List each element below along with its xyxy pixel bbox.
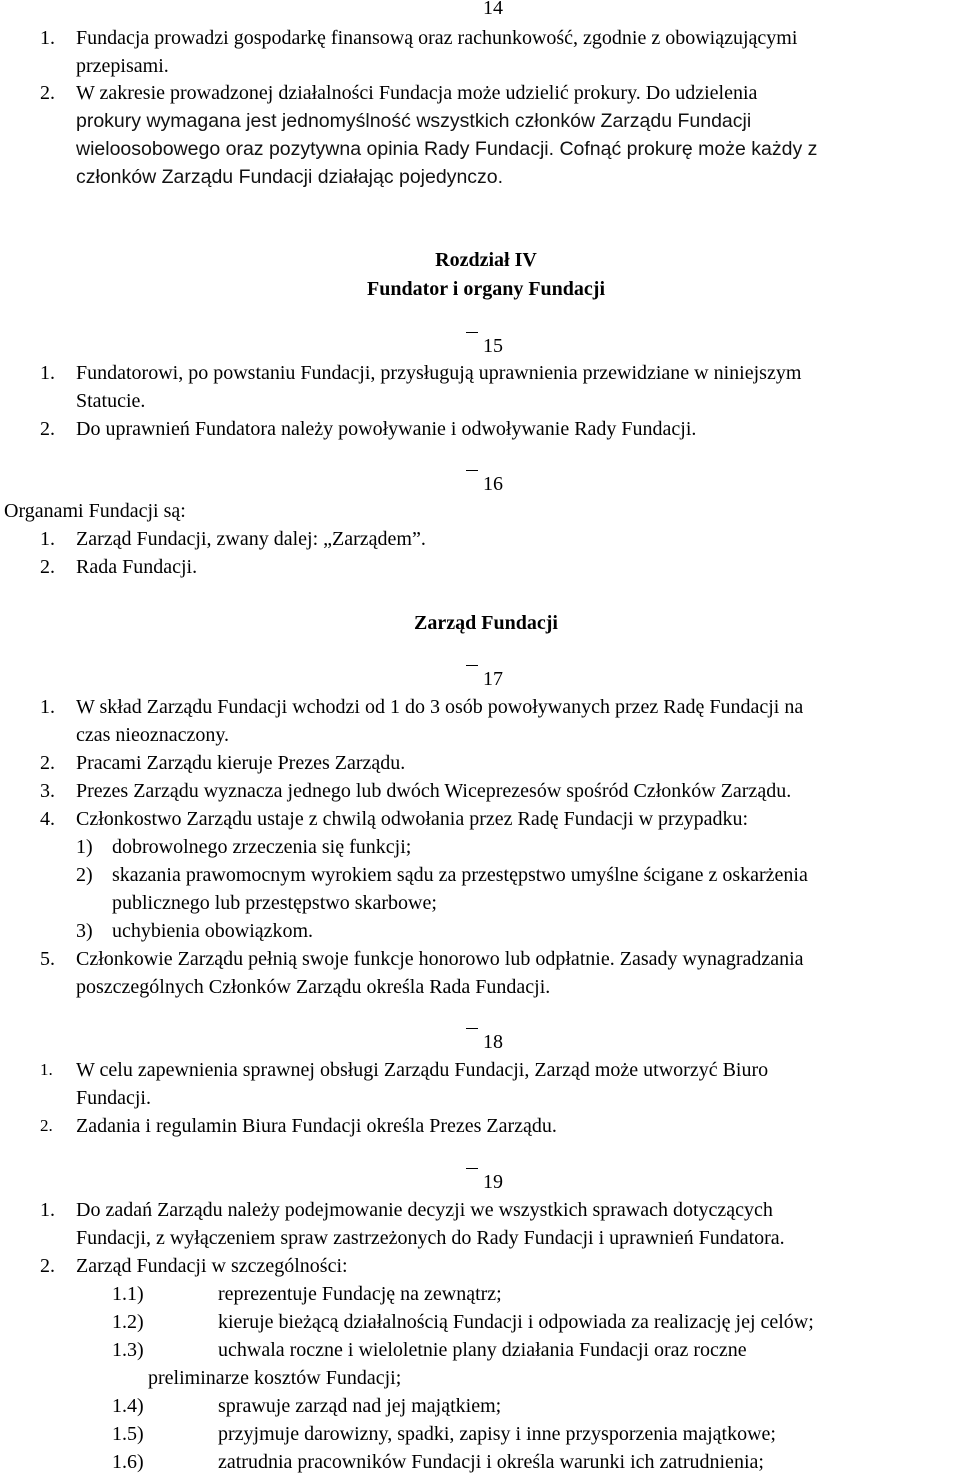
s15-item-2-num: 2. [40, 418, 55, 440]
s17-item-3-num: 3. [40, 780, 55, 802]
s17-item-5-num: 5. [40, 948, 55, 970]
section-16-mark [466, 470, 503, 498]
chapter-title: Rozdział IV [435, 249, 537, 271]
s18-item-2-line-1: Zadania i regulamin Biura Fundacji określa Prezes Zarządu. [76, 1115, 557, 1137]
s16-item-2-num: 2. [40, 556, 55, 578]
s17-subitem-2-num: 2) [76, 864, 93, 886]
paragraph-sign-icon [466, 332, 478, 334]
s19-subitem-1-line-1: reprezentuje Fundację na zewnątrz; [218, 1283, 502, 1305]
s17-item-2-num: 2. [40, 752, 55, 774]
s19-subitem-6-num: 1.6) [112, 1451, 144, 1473]
s17-item-1-line-2: czas nieoznaczony. [76, 724, 230, 746]
chapter-subtitle: Fundator i organy Fundacji [367, 278, 605, 300]
s14-item-2-line-1: W zakresie prowadzonej działalności Fundacja może udzielić prokury. Do udzielenia [76, 82, 758, 104]
s19-item-2-line-1: Zarząd Fundacji w szczególności: [76, 1255, 348, 1277]
s17-item-5-line-2: poszczególnych Członków Zarządu określa Rada Fundacji. [76, 976, 551, 998]
s16-intro: Organami Fundacji są: [4, 500, 186, 522]
s14-item-1-num: 1. [40, 27, 55, 49]
s17-item-1-line-1: W skład Zarządu Fundacji wchodzi od 1 do 3 osób powoływanych przez Radę Fundacji na [76, 696, 804, 718]
section-19-mark [466, 1168, 503, 1196]
s19-subitem-5-num: 1.5) [112, 1423, 144, 1445]
s16-item-1-line-1: Zarząd Fundacji, zwany dalej: „Zarządem”. [76, 528, 426, 550]
s17-subitem-2-line-1: skazania prawomocnym wyrokiem sądu za przestępstwo umyślne ścigane z oskarżenia [112, 864, 808, 886]
s19-subitem-2-line-1: kieruje bieżącą działalnością Fundacji i odpowiada za realizację jej celów; [218, 1311, 814, 1333]
s19-subitem-2-num: 1.2) [112, 1311, 144, 1333]
s19-subitem-3-line-1: uchwala roczne i wieloletnie plany działania Fundacji oraz roczne [218, 1339, 747, 1361]
s19-subitem-4-num: 1.4) [112, 1395, 144, 1417]
s17-item-5-line-1: Członkowie Zarządu pełnią swoje funkcje honorowo lub odpłatnie. Zasady wynagradzania [76, 948, 804, 970]
s19-subitem-6-line-1: zatrudnia pracowników Fundacji i określa warunki ich zatrudnienia; [218, 1451, 764, 1473]
s17-item-3-line-1: Prezes Zarządu wyznacza jednego lub dwóch Wiceprezesów spośród Członków Zarządu. [76, 780, 792, 802]
s17-subitem-3-line-1: uchybienia obowiązkom. [112, 920, 314, 942]
board-heading: Zarząd Fundacji [414, 612, 558, 634]
section-15-number: 15 [483, 335, 503, 357]
s14-item-2-line-4: członków Zarządu Fundacji działając pojedynczo. [76, 166, 504, 188]
section-16-number: 16 [483, 473, 503, 495]
paragraph-sign-icon [466, 665, 478, 667]
section-18-number: 18 [483, 1031, 503, 1053]
section-17-mark [466, 665, 503, 693]
s19-subitem-3-num: 1.3) [112, 1339, 144, 1361]
s16-item-2-line-1: Rada Fundacji. [76, 556, 198, 578]
section-19-number: 19 [483, 1171, 503, 1193]
s17-item-2-line-1: Pracami Zarządu kieruje Prezes Zarządu. [76, 752, 406, 774]
s18-item-1-line-2: Fundacji. [76, 1087, 151, 1109]
s14-item-2-line-2: prokury wymagana jest jednomyślność wszystkich członków Zarządu Fundacji [76, 110, 752, 132]
s18-item-1-num: 1. [40, 1060, 53, 1079]
s15-item-1-line-1: Fundatorowi, po powstaniu Fundacji, przysługują uprawnienia przewidziane w niniejszym [76, 362, 802, 384]
s19-item-1-line-2: Fundacji, z wyłączeniem spraw zastrzeżonych do Rady Fundacji i uprawnień Fundatora. [76, 1227, 785, 1249]
s19-subitem-5-line-1: przyjmuje darowizny, spadki, zapisy i inne przysporzenia majątkowe; [218, 1423, 776, 1445]
paragraph-sign-icon [466, 470, 478, 472]
s19-subitem-1-num: 1.1) [112, 1283, 144, 1305]
paragraph-sign-icon [466, 1168, 478, 1170]
s17-subitem-3-num: 3) [76, 920, 93, 942]
s19-item-1-num: 1. [40, 1199, 55, 1221]
s17-subitem-1-num: 1) [76, 836, 93, 858]
s19-subitem-4-line-1: sprawuje zarząd nad jej majątkiem; [218, 1395, 502, 1417]
s17-item-1-num: 1. [40, 696, 55, 718]
s15-item-1-line-2: Statucie. [76, 390, 146, 412]
section-15-mark [466, 332, 503, 360]
s16-item-1-num: 1. [40, 528, 55, 550]
section-18-mark [466, 1028, 503, 1056]
s14-item-2-num: 2. [40, 82, 55, 104]
s17-item-4-num: 4. [40, 808, 55, 830]
s14-item-2-line-3: wieloosobowego oraz pozytywna opinia Rady Fundacji. Cofnąć prokurę może każdy z [76, 138, 818, 160]
section-17-number: 17 [483, 668, 503, 690]
s15-item-2-line-1: Do uprawnień Fundatora należy powoływanie i odwoływanie Rady Fundacji. [76, 418, 697, 440]
s17-item-4-line-1: Członkostwo Zarządu ustaje z chwilą odwołania przez Radę Fundacji w przypadku: [76, 808, 749, 830]
s18-item-2-num: 2. [40, 1116, 53, 1135]
s15-item-1-num: 1. [40, 362, 55, 384]
s17-subitem-2-line-2: publicznego lub przestępstwo skarbowe; [112, 892, 437, 914]
s14-item-1-line-2: przepisami. [76, 55, 169, 77]
s18-item-1-line-1: W celu zapewnienia sprawnej obsługi Zarządu Fundacji, Zarząd może utworzyć Biuro [76, 1059, 769, 1081]
section-14-number: 14 [483, 0, 503, 19]
s19-item-2-num: 2. [40, 1255, 55, 1277]
s19-item-1-line-1: Do zadań Zarządu należy podejmowanie decyzji we wszystkich sprawach dotyczących [76, 1199, 773, 1221]
s19-subitem-3-line-2: preliminarze kosztów Fundacji; [148, 1367, 402, 1389]
paragraph-sign-icon [466, 1028, 478, 1030]
s17-subitem-1-line-1: dobrowolnego zrzeczenia się funkcji; [112, 836, 412, 858]
s14-item-1-line-1: Fundacja prowadzi gospodarkę finansową oraz rachunkowość, zgodnie z obowiązującymi [76, 27, 798, 49]
section-14-mark [466, 0, 503, 22]
